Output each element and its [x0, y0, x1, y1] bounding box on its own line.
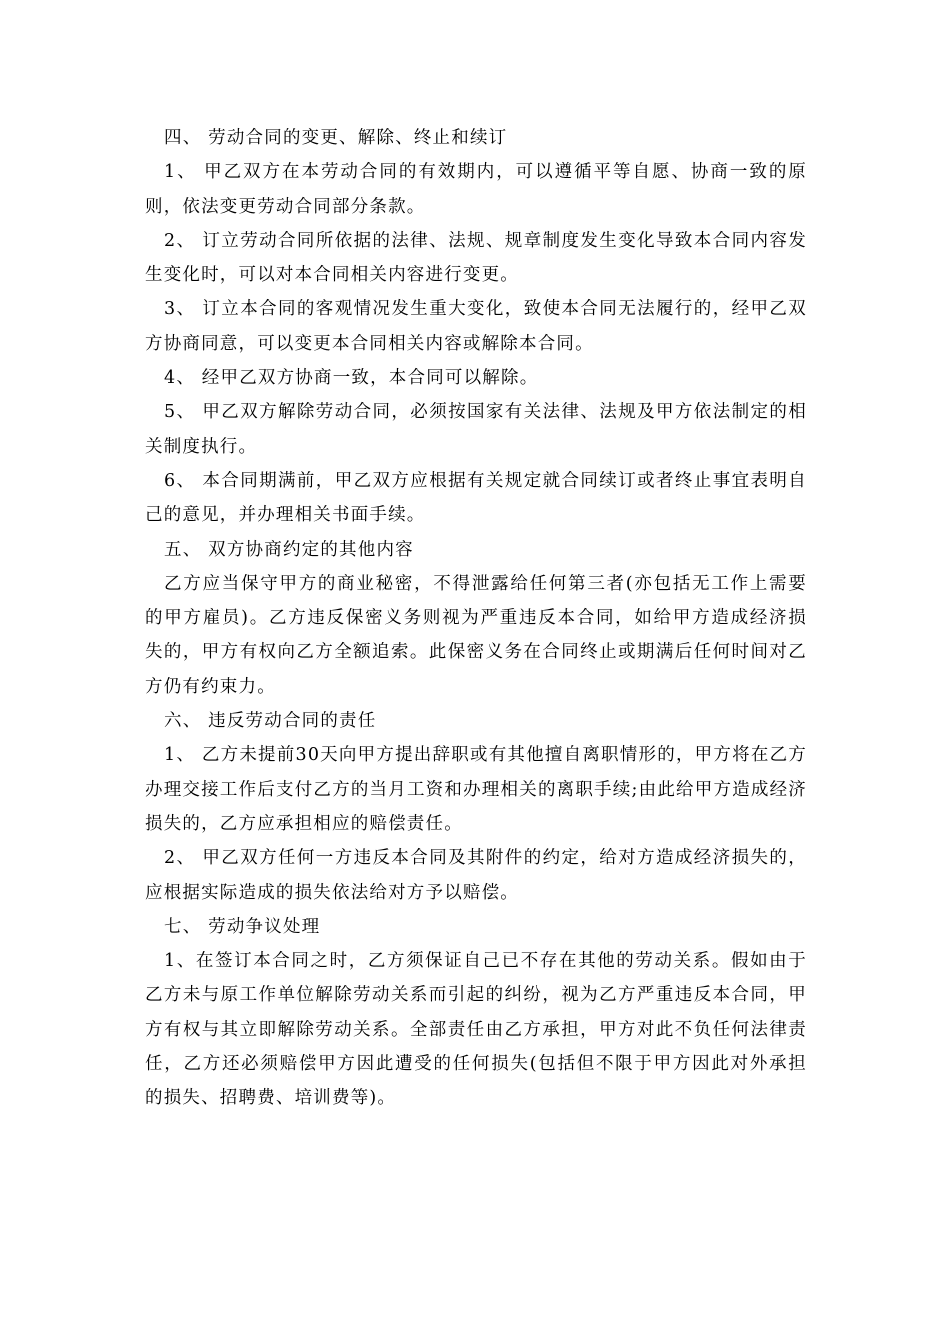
clause-6-1: 1、 乙方未提前30天向甲方提出辞职或有其他擅自离职情形的，甲方将在乙方办理交接工作后支付乙方的当月工资和办理相关的离职手续;由此给甲方造成经济损失的，乙方应承担相应的赔偿责任。: [145, 745, 807, 834]
clause-4-2: 2、 订立劳动合同所依据的法律、法规、规章制度发生变化导致本合同内容发生变化时，可以对本合同相关内容进行变更。: [145, 230, 807, 286]
section-heading-5: 五、 双方协商约定的其他内容: [164, 539, 414, 560]
clause-5-confidentiality: 乙方应当保守甲方的商业秘密，不得泄露给任何第三者(亦包括无工作上需要的甲方雇员)。乙方违反保密义务则视为严重违反本合同，如给甲方造成经济损失的，甲方有权向乙方全额追索。此保密义务在合同终止或期满后任何时间对乙方仍有约束力。: [145, 573, 807, 697]
clause-4-5: 5、 甲乙双方解除劳动合同，必须按国家有关法律、法规及甲方依法制定的相关制度执行。: [145, 402, 807, 457]
clause-4-4: 4、 经甲乙双方协商一致，本合同可以解除。: [164, 368, 539, 389]
section-heading-7: 七、 劳动争议处理: [164, 916, 321, 937]
section-heading-4: 四、 劳动合同的变更、解除、终止和续订: [164, 128, 508, 148]
clause-4-6: 6、 本合同期满前，甲乙双方应根据有关规定就合同续订或者终止事宜表明自己的意见，并办理相关书面手续。: [145, 470, 807, 526]
document-body: [145, 121, 807, 1116]
section-heading-6: 六、 违反劳动合同的责任: [164, 711, 377, 732]
clause-7-1: 1、在签订本合同之时，乙方须保证自己已不存在其他的劳动关系。假如由于乙方未与原工作单位解除劳动关系而引起的纠纷，视为乙方严重违反本合同，甲方有权与其立即解除劳动关系。全部责任由乙方承担，甲方对此不负任何法律责任，乙方还必须赔偿甲方因此遭受的任何损失(包括但不限于甲方因此对外承担的损失、招聘费、培训费等)。: [145, 951, 807, 1109]
clause-6-2: 2、 甲乙双方任何一方违反本合同及其附件的约定，给对方造成经济损失的，应根据实际造成的损失依法给对方予以赔偿。: [145, 848, 807, 903]
clause-4-3: 3、 订立本合同的客观情况发生重大变化，致使本合同无法履行的，经甲乙双方协商同意，可以变更本合同相关内容或解除本合同。: [145, 299, 807, 354]
clause-4-1: 1、 甲乙双方在本劳动合同的有效期内，可以遵循平等自愿、协商一致的原则，依法变更劳动合同部分条款。: [145, 162, 807, 217]
